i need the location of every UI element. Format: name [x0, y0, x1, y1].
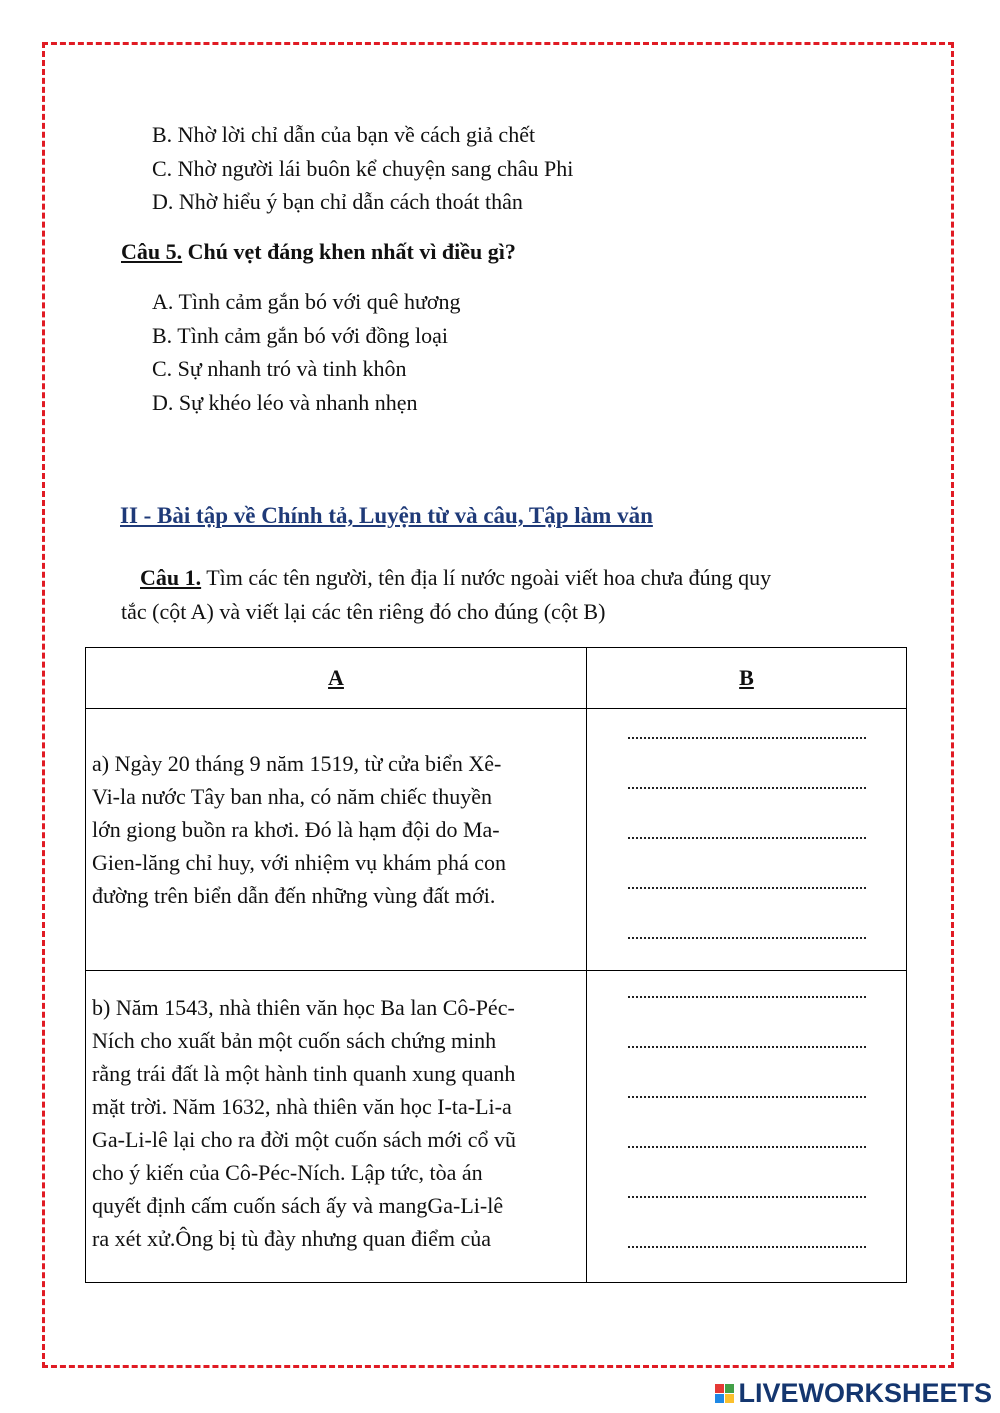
row-a-answer-cell	[587, 709, 907, 971]
logo-blocks-icon	[715, 1384, 734, 1403]
answer-table	[85, 647, 907, 1283]
exercise-1-line2: tắc (cột A) và viết lại các tên riêng đó cho đúng (cột B)	[121, 599, 606, 624]
column-b-header: B	[587, 648, 907, 709]
liveworksheets-logo	[715, 1378, 992, 1409]
answer-line-b5[interactable]	[628, 1196, 866, 1198]
answer-line-b1[interactable]	[628, 996, 866, 998]
row-a-line: Gien-lăng chỉ huy, với nhiệm vụ khám phá con	[92, 850, 507, 875]
answer-line-b2[interactable]	[628, 1046, 866, 1048]
question-5-label: Câu 5.	[121, 239, 183, 264]
answer-line-a1[interactable]	[628, 737, 866, 739]
question-5-text: Chú vẹt đáng khen nhất vì điều gì?	[182, 239, 516, 264]
logo-text: LIVEWORKSHEETS	[738, 1378, 992, 1408]
row-b-line: quyết định cấm cuốn sách ấy và mangGa-Li-lê	[92, 1193, 504, 1218]
answer-line-a3[interactable]	[628, 837, 866, 839]
exercise-1-label: Câu 1.	[140, 565, 202, 590]
q5-option-b: B. Tình cảm gắn bó với đồng loại	[152, 323, 448, 348]
row-b-line: Ga-Li-lê lại cho ra đời một cuốn sách mới cổ vũ	[92, 1127, 517, 1152]
answer-line-a2[interactable]	[628, 787, 866, 789]
row-a-line: Vi-la nước Tây ban nha, có năm chiếc thuyền	[92, 784, 492, 809]
row-a-line: đường trên biển dẫn đến những vùng đất mới.	[92, 883, 496, 908]
q4-option-b: B. Nhờ lời chỉ dẫn của bạn về cách giả chết	[152, 122, 536, 147]
row-a-line: lớn giong buồn ra khơi. Đó là hạm đội do Ma-	[92, 817, 500, 842]
answer-line-a4[interactable]	[628, 887, 866, 889]
q4-option-d: D. Nhờ hiểu ý bạn chỉ dẫn cách thoát thân	[152, 189, 523, 214]
row-b-line: Ních cho xuất bản một cuốn sách chứng minh	[92, 1028, 497, 1053]
logo-block	[715, 1394, 724, 1403]
q5-option-c: C. Sự nhanh tró và tinh khôn	[152, 356, 407, 381]
row-b-line: rằng trái đất là một hành tinh quanh xung quanh	[92, 1061, 516, 1086]
q5-option-a: A. Tình cảm gắn bó với quê hương	[152, 289, 461, 314]
answer-line-b3[interactable]	[628, 1096, 866, 1098]
logo-block	[725, 1394, 734, 1403]
exercise-1-line1	[140, 565, 771, 591]
q4-option-c: C. Nhờ người lái buôn kể chuyện sang châu Phi	[152, 156, 574, 181]
column-a-header: A	[86, 648, 587, 709]
logo-block	[725, 1384, 734, 1393]
row-b-line: cho ý kiến của Cô-Péc-Ních. Lập tức, tòa án	[92, 1160, 483, 1185]
row-b-answer-cell	[587, 971, 907, 1283]
row-b-line: mặt trời. Năm 1632, nhà thiên văn học I-ta-Li-a	[92, 1094, 512, 1119]
row-b-line: ra xét xử.Ông bị tù đày nhưng quan điểm của	[92, 1226, 491, 1251]
logo-block	[715, 1384, 724, 1393]
answer-line-b4[interactable]	[628, 1146, 866, 1148]
exercise-1-text: Tìm các tên người, tên địa lí nước ngoài viết hoa chưa đúng quy	[201, 565, 772, 590]
question-5	[121, 239, 516, 265]
q5-option-d: D. Sự khéo léo và nhanh nhẹn	[152, 390, 418, 415]
row-a-line: a) Ngày 20 tháng 9 năm 1519, từ cửa biển Xê-	[92, 751, 502, 776]
answer-line-b6[interactable]	[628, 1246, 866, 1248]
section-title: II - Bài tập về Chính tả, Luyện từ và câu, Tập làm văn	[120, 503, 653, 528]
answer-line-a5[interactable]	[628, 937, 866, 939]
row-b-line: b) Năm 1543, nhà thiên văn học Ba lan Cô-Péc-	[92, 995, 515, 1020]
row-a-text-cell	[86, 709, 587, 971]
row-b-text-cell	[86, 971, 587, 1283]
